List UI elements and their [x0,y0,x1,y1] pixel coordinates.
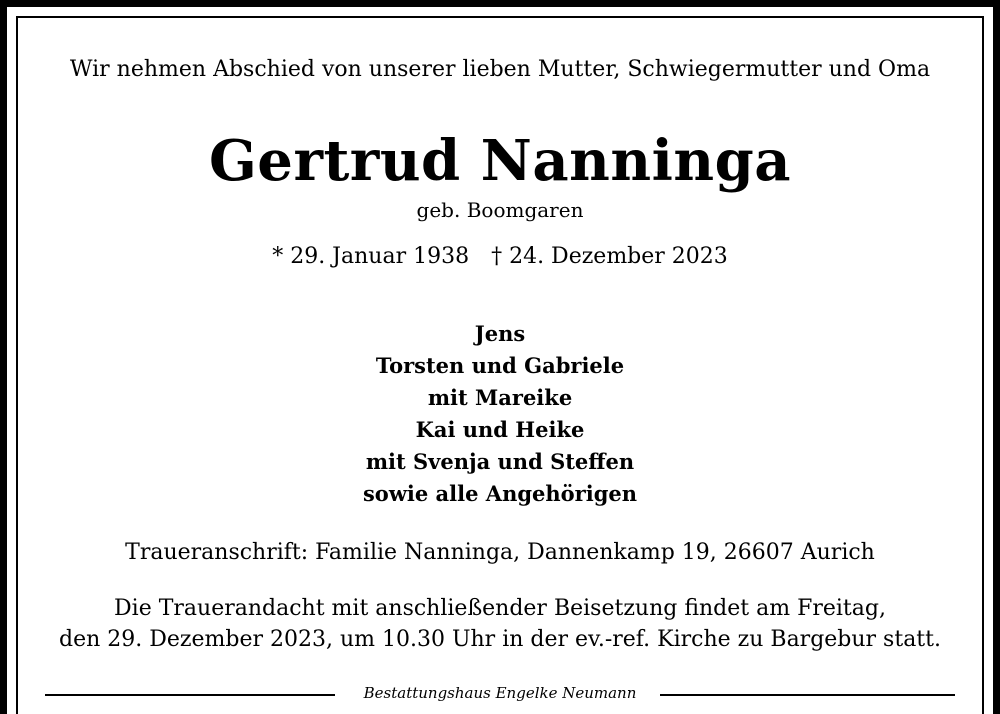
born-name: geb. Boomgaren [416,198,584,222]
ceremony-line-2: den 29. Dezember 2023, um 10.30 Uhr in der ev.-ref. Kirche zu Bargebur statt. [59,627,941,652]
ceremony-info [0,593,1000,655]
birth-date: * 29. Januar 1938 [272,244,470,269]
family-line: sowie alle Angehörigen [362,481,638,506]
family-line: Torsten und Gabriele [375,353,625,378]
life-dates [0,244,1000,269]
deceased-name: Gertrud Nanninga [208,128,792,194]
family-line: mit Mareike [427,385,573,410]
family-line: Kai und Heike [415,417,585,442]
family-list [0,318,1000,510]
intro-text: Wir nehmen Abschied von unserer lieben Mutter, Schwiegermutter und Oma [69,57,931,82]
death-date: † 24. Dezember 2023 [491,244,728,269]
family-line: mit Svenja und Steffen [365,449,635,474]
funeral-home-credit: Bestattungshaus Engelke Neumann [363,684,637,702]
family-line: Jens [474,321,526,346]
mourning-address: Traueranschrift: Familie Nanninga, Dannenkamp 19, 26607 Aurich [125,540,875,565]
ceremony-line-1: Die Trauerandacht mit anschließender Beisetzung findet am Freitag, [114,596,886,621]
